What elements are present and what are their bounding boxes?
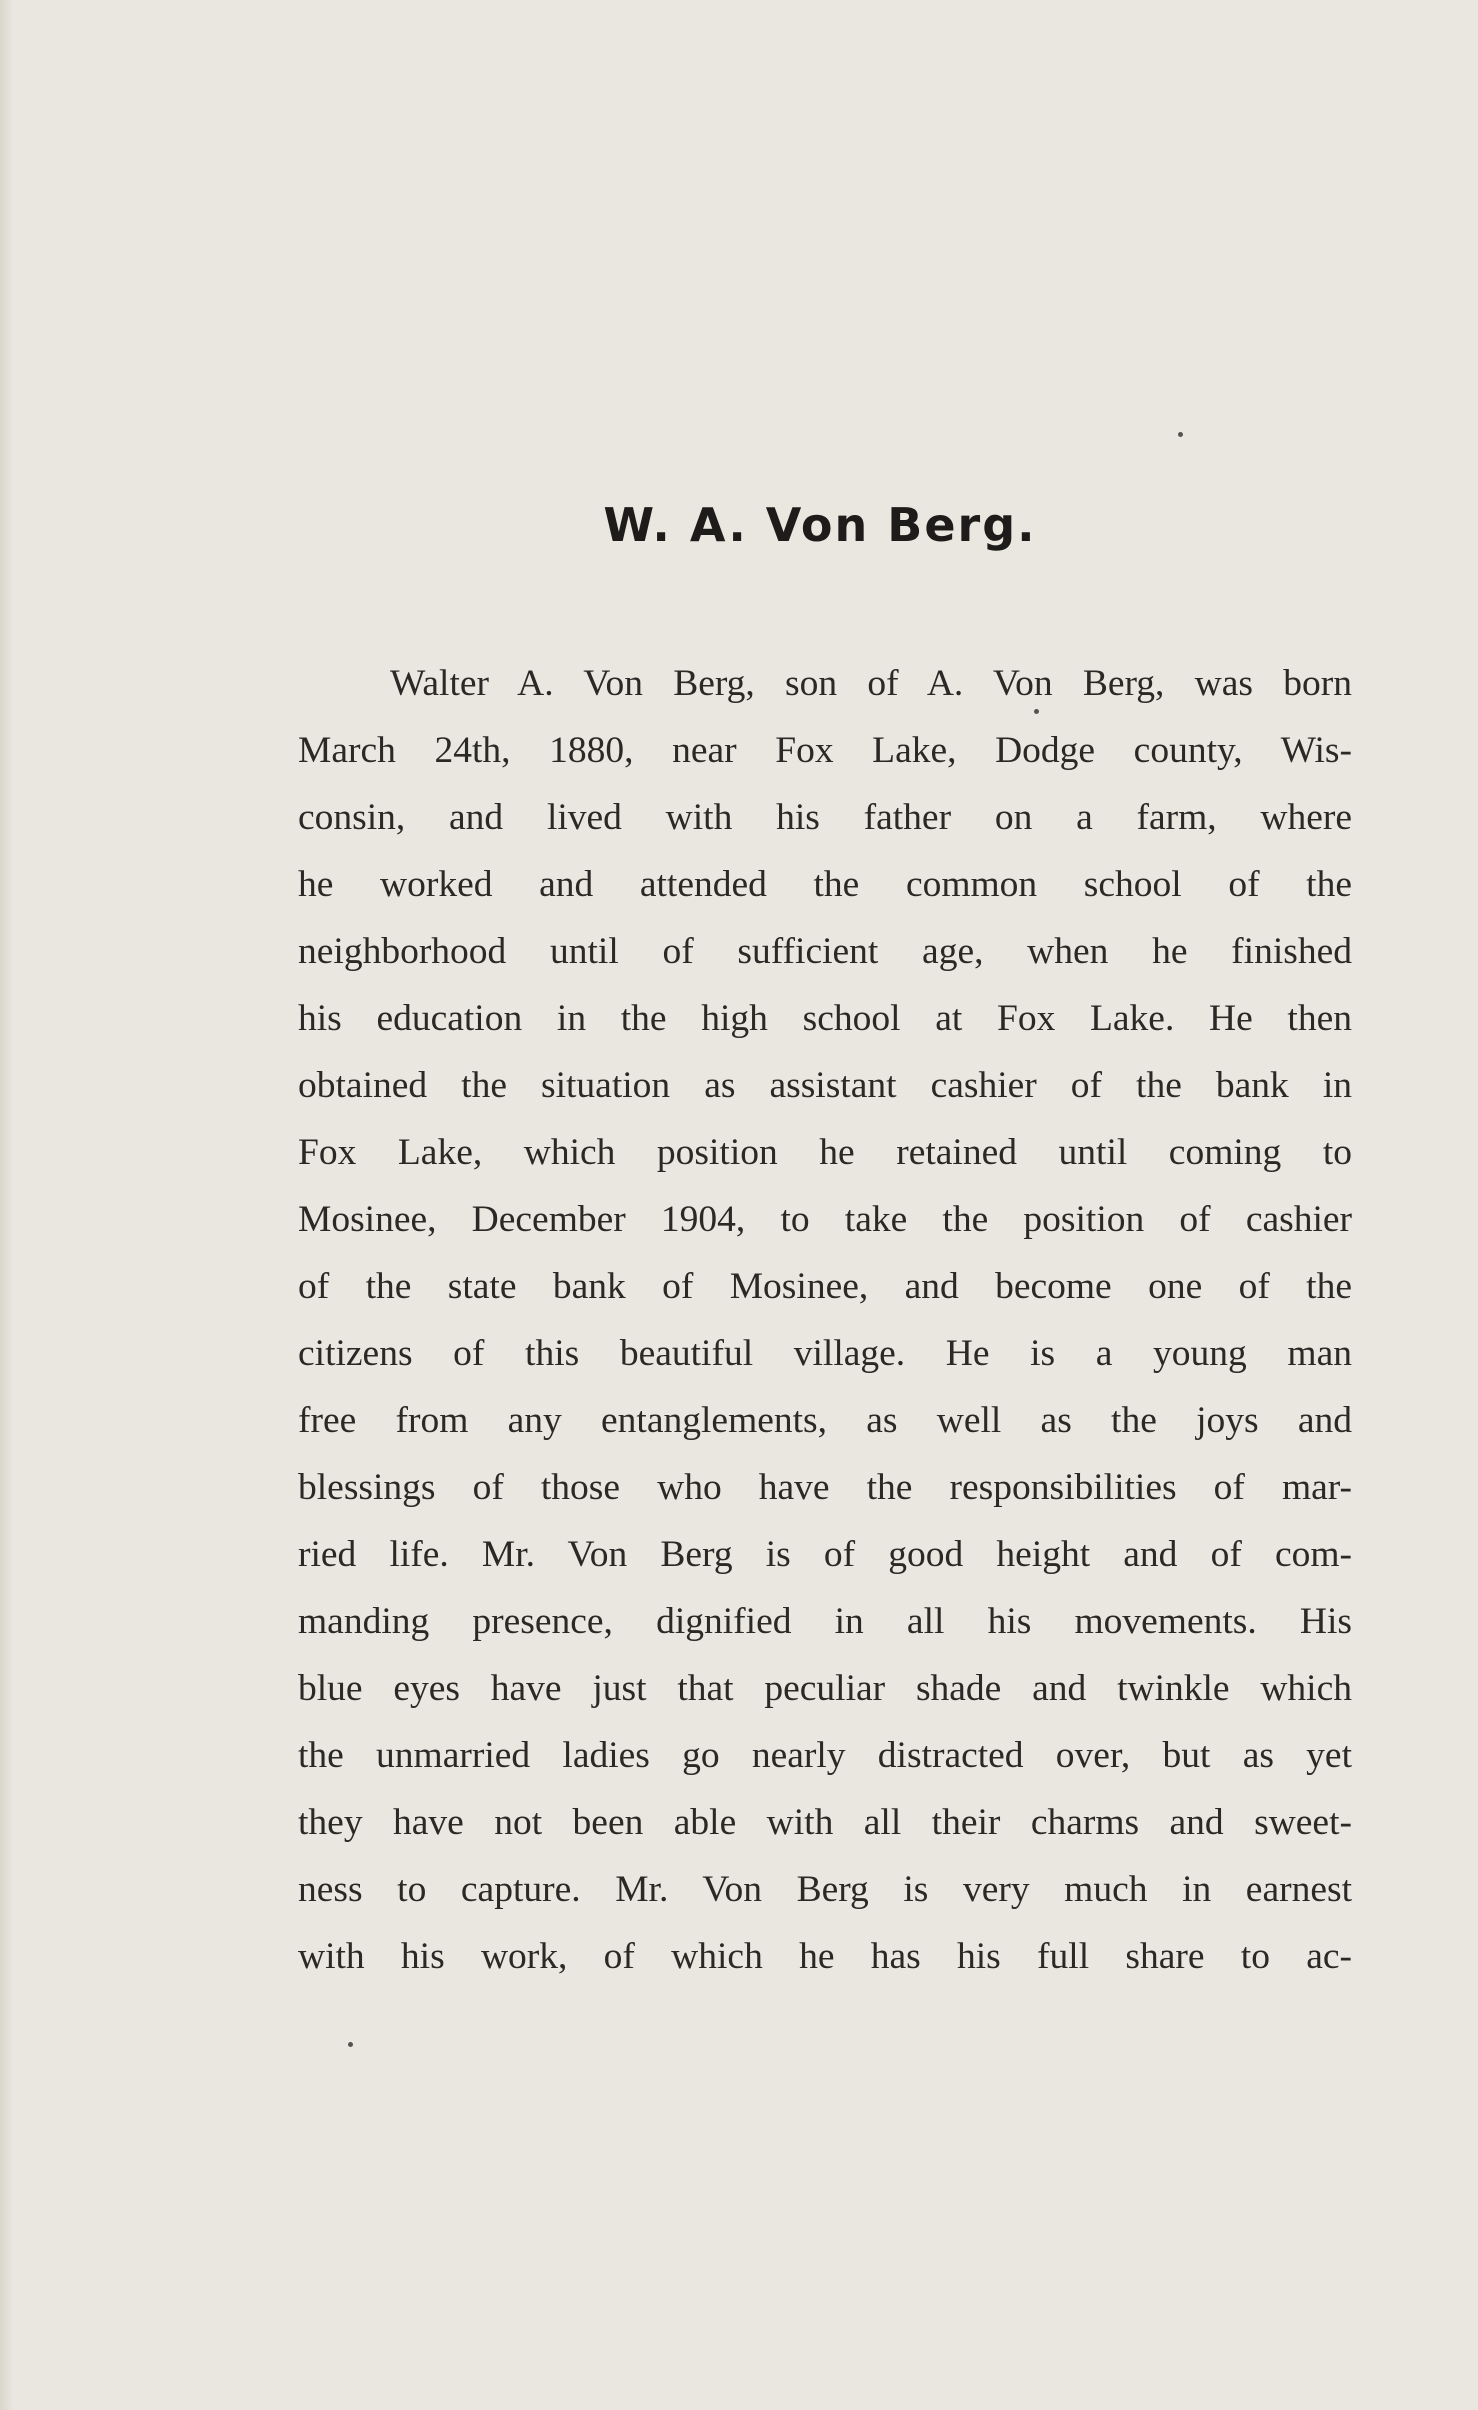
text-line: they have not been able with all their charms and sweet- [298,1802,1352,1843]
text-line: ried life. Mr. Von Berg is of good height and of com- [298,1534,1352,1575]
text-line: blue eyes have just that peculiar shade and twinkle which [298,1668,1352,1709]
text-line: his education in the high school at Fox Lake. He then [298,998,1352,1039]
text-line: obtained the situation as assistant cashier of the bank in [298,1065,1352,1106]
body-paragraph [298,650,1352,1990]
text-line: ness to capture. Mr. Von Berg is very much in earnest [298,1869,1352,1910]
text-line: free from any entanglements, as well as the joys and [298,1400,1352,1441]
text-line: with his work, of which he has his full share to ac- [298,1936,1352,1977]
text-line: March 24th, 1880, near Fox Lake, Dodge county, Wis- [298,730,1352,771]
text-line: the unmarried ladies go nearly distracted over, but as yet [298,1735,1352,1776]
paper-speck [348,2042,353,2047]
paper-speck [1034,709,1039,714]
page-title: W. A. Von Berg. [603,498,1037,552]
text-line: he worked and attended the common school of the [298,864,1352,905]
text-line: Mosinee, December 1904, to take the position of cashier [298,1199,1352,1240]
text-line: citizens of this beautiful village. He is a young man [298,1333,1352,1374]
text-line: Fox Lake, which position he retained until coming to [298,1132,1352,1173]
paper-speck [1178,432,1183,437]
text-line: manding presence, dignified in all his movements. His [298,1601,1352,1642]
page-edge-shadow [0,0,14,2410]
text-line: consin, and lived with his father on a farm, where [298,797,1352,838]
text-line: of the state bank of Mosinee, and become one of the [298,1266,1352,1307]
text-line: neighborhood until of sufficient age, when he finished [298,931,1352,972]
text-line: Walter A. Von Berg, son of A. Von Berg, was born [390,663,1352,704]
text-line: blessings of those who have the responsibilities of mar- [298,1467,1352,1508]
